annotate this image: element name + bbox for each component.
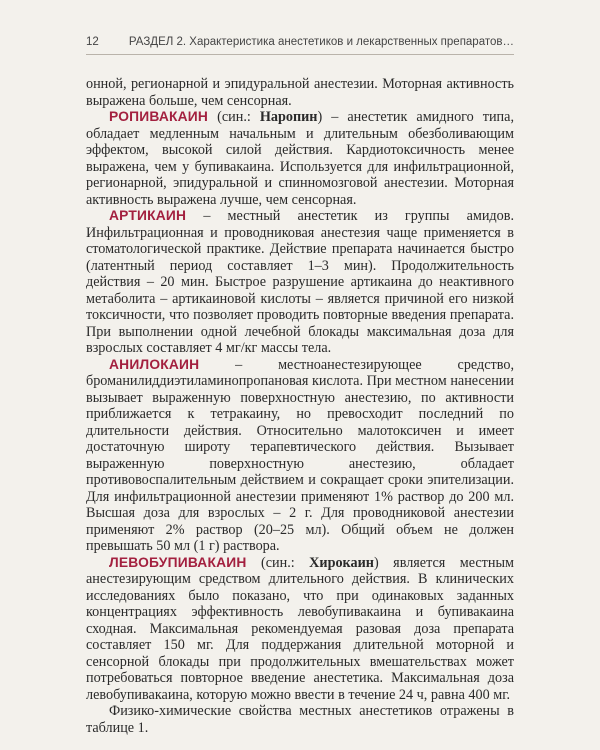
paragraph-table-reference: Физико-химические свойства местных анестетиков отражены в таблице 1. — [86, 703, 514, 736]
term-articaine: АРТИКАИН — [109, 208, 187, 223]
running-header — [86, 36, 514, 54]
synonym-chirocaine: Хирокаин — [309, 554, 374, 571]
syn-suffix: ) — [373, 554, 379, 571]
levobupivacaine-description: является местным анестезирующим средством длительного действия. В клинических исследованиях было показано, что при одинаковых заданных концентрациях эффективность левобупивакаина и бупивакаина сходная. Максимальная рекомендуемая разовая доза препарата составляет 150 мг. Для поддержания длительной моторной и сенсорной блокады при продолжительных вмешательствах может потребоваться повторное введение анестетика. Максимальная доза левобупивакаина, которую можно ввести в течение 24 ч, равна 400 мг. — [86, 554, 514, 703]
paragraph-ropivacaine — [86, 109, 514, 208]
body-text — [86, 76, 514, 736]
ropivacaine-description: – анестетик амидного типа, обладает медленным начальным и длительным обезболивающим эффектом, высокой силой действия. Кардиотоксичность менее выражена, чем у бупивакаина. Используется для инфильтрационной, регионарной, эпидуральной и спинномозговой анестезии. Моторная активность выражена лучше, чем сенсорная. — [86, 109, 514, 208]
header-rule — [86, 54, 514, 55]
paragraph-continuation: онной, регионарной и эпидуральной анестезии. Моторная активность выражена больше, чем сенсорная. — [86, 76, 514, 109]
term-levobupivacaine: ЛЕВОБУПИВАКАИН — [109, 554, 247, 570]
paragraph-articaine — [86, 208, 514, 357]
articaine-description: – местный анестетик из группы амидов. Инфильтрационная и проводниковая анестезия чаще применяется в стоматологической практике. Действие препарата начинается быстро (латентный период составляет 1–3 мин). Продолжительность действия – 20 мин. Быстрое разрушение артикаина до неактивного метаболита – артикаиновой кислоты – является причиной его низкой токсичности, что позволяет проводить повторные введения препарата. При выполнении одной лечебной блокады максимальная доза для взрослых составляет 4 мг/кг массы тела. — [86, 208, 514, 356]
running-title: РАЗДЕЛ 2. Характеристика анестетиков и лекарственных препаратов… — [128, 36, 514, 48]
term-ropivacaine: РОПИВАКАИН — [109, 109, 209, 124]
anilocaine-description: – местноанестезирующее средство, броманилиддиэтиламинопропановая кислота. При местном нанесении вызывает выраженную поверхностную анестезию, по активности приближается к тетракаину, но превосходит последний по длительности действия. Относительно малотоксичен и имеет достаточную широту терапевтического действия. Вызывает выраженную поверхностную анестезию, обладает противовоспалительным действием и сокращает сроки эпителизации. Для инфильтрационной анестезии применяют 1% раствор до 200 мл. Высшая доза для взрослых – 2 г. Для проводниковой анестезии применяют 2% раствор (20–25 мл). Общий объем не должен превышать 50 мл (1 г) раствора. — [86, 356, 514, 554]
syn-prefix: (син.: — [246, 554, 310, 571]
synonym-naropin: Наропин — [259, 109, 318, 125]
paragraph-anilocaine — [86, 357, 514, 555]
syn-suffix: ) — [317, 109, 323, 125]
term-anilocaine: АНИЛОКАИН — [109, 356, 200, 372]
page-number: 12 — [86, 36, 99, 48]
paragraph-levobupivacaine — [86, 555, 514, 704]
syn-prefix: (син.: — [208, 109, 260, 125]
